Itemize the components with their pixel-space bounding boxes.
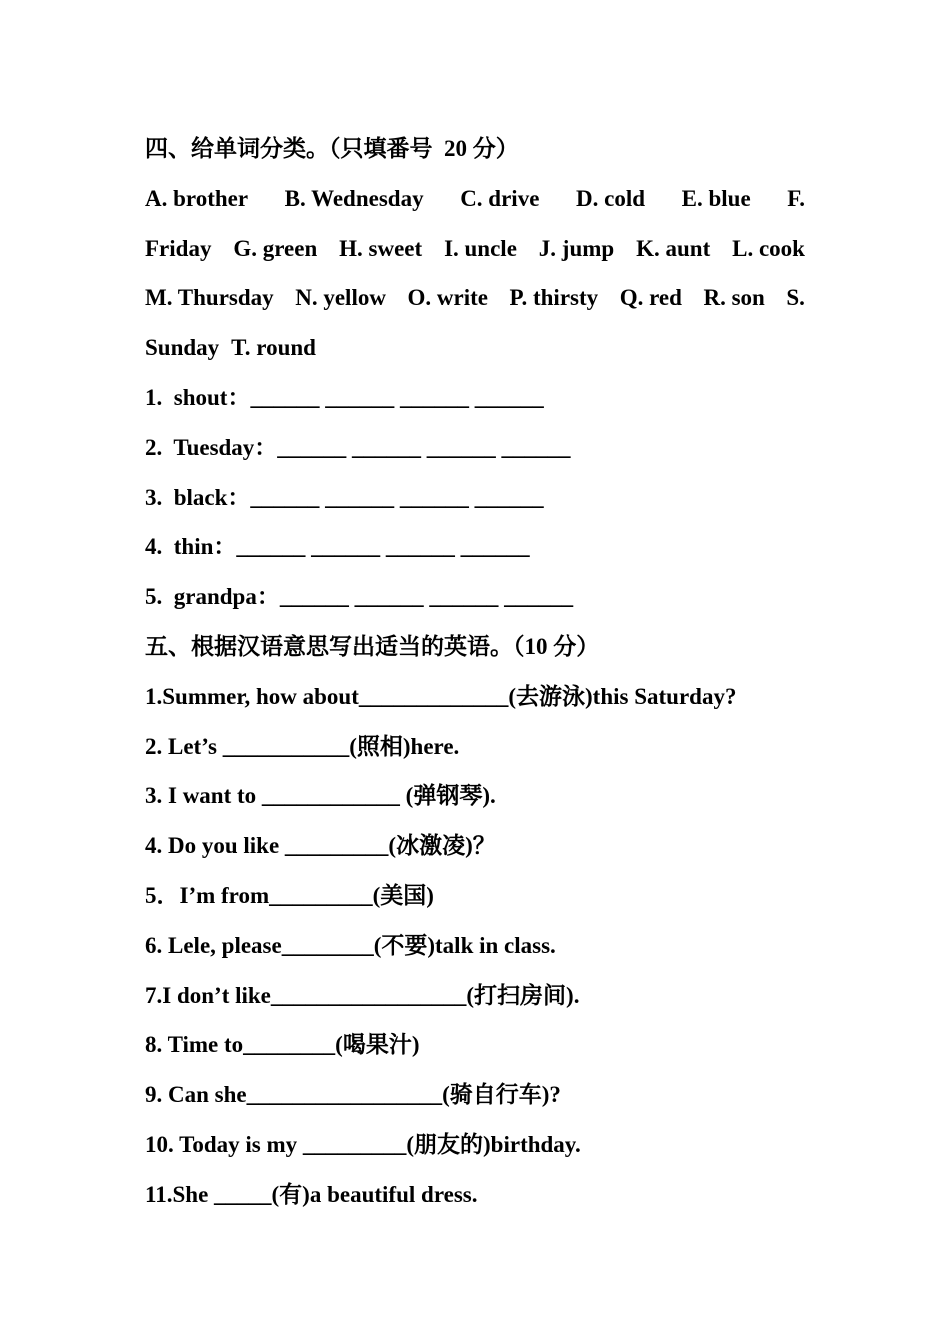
translation-question: 7.I don’t like_________________(打扫房间).: [145, 982, 580, 1008]
word-row: [145, 323, 805, 373]
word-option: P. thirsty: [509, 285, 599, 311]
translation-question: 1.Summer, how about_____________(去游泳)this Saturday?: [145, 683, 737, 709]
word-option: Sunday: [145, 335, 220, 361]
word-option: R. son: [703, 285, 765, 311]
translation-question: 9. Can she_________________(骑自行车)?: [145, 1082, 561, 1108]
word-option: S.: [786, 285, 805, 311]
word-option: H. sweet: [339, 235, 423, 261]
word-option: I. uncle: [444, 235, 517, 261]
classify-question: 3. black：______ ______ ______ ______: [145, 484, 544, 510]
word-option: E. blue: [681, 185, 751, 211]
section-4-title: 四、给单词分类。（只填番号 20 分）: [145, 136, 519, 161]
translation-question: 4. Do you like _________(冰激凌)？: [145, 833, 496, 859]
translation-question: 8. Time to________(喝果汁): [145, 1032, 420, 1058]
translation-question: 2. Let’s ___________(照相)here.: [145, 733, 460, 759]
classify-question: 2. Tuesday：______ ______ ______ ______: [145, 434, 571, 460]
word-row: [145, 273, 805, 323]
classify-question: 4. thin：______ ______ ______ ______: [145, 534, 530, 560]
word-option: F.: [787, 185, 805, 211]
translation-question: 3. I want to ____________ (弹钢琴).: [145, 783, 496, 809]
word-option: J. jump: [538, 235, 615, 261]
classify-question: 1. shout：______ ______ ______ ______: [145, 384, 544, 410]
translation-question: 5．I’m from_________(美国): [145, 882, 434, 908]
translation-question: 10. Today is my _________(朋友的)birthday.: [145, 1131, 581, 1157]
word-option: Q. red: [619, 285, 682, 311]
word-option: B. Wednesday: [284, 185, 424, 211]
word-row: [145, 174, 805, 224]
word-option: Friday: [145, 235, 212, 261]
classify-question: 5. grandpa：______ ______ ______ ______: [145, 584, 574, 610]
word-option: D. cold: [576, 185, 646, 211]
word-option: G. green: [233, 235, 318, 261]
word-option: K. aunt: [636, 235, 711, 261]
word-option: L. cook: [732, 235, 805, 261]
word-option: A. brother: [145, 185, 249, 211]
section-5-title: 五、根据汉语意思写出适当的英语。（10 分）: [145, 633, 600, 659]
word-option: O. write: [407, 285, 488, 311]
worksheet-page: [145, 124, 805, 1220]
word-option: M. Thursday: [145, 285, 274, 311]
translation-question: 11.She _____(有)a beautiful dress.: [145, 1181, 478, 1207]
word-row: [145, 224, 805, 274]
translation-question: 6. Lele, please________(不要)talk in class.: [145, 932, 556, 958]
word-option: T. round: [231, 335, 316, 361]
word-option: N. yellow: [295, 285, 386, 311]
word-option: C. drive: [460, 185, 540, 211]
